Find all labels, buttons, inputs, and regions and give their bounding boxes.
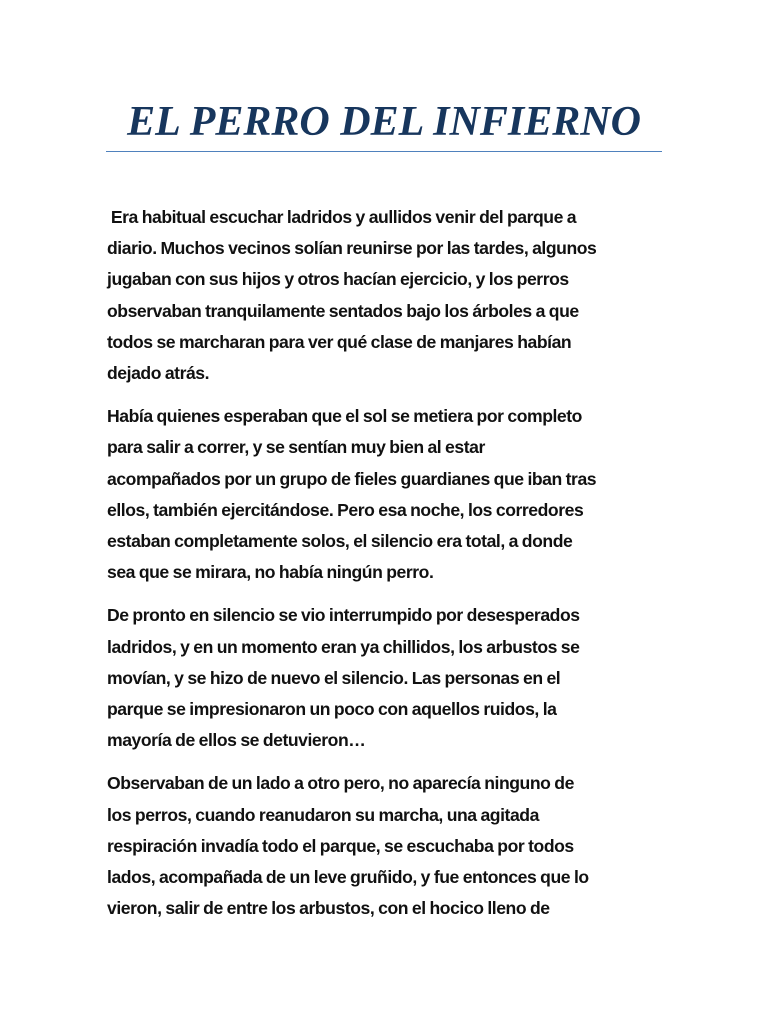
text-line: diario. Muchos vecinos solían reunirse por las tardes, algunos <box>107 238 597 259</box>
text-line: los perros, cuando reanudaron su marcha, una agitada <box>107 804 539 825</box>
text-line: respiración invadía todo el parque, se escuchaba por todos <box>107 835 574 856</box>
text-line: ellos, también ejercitándose. Pero esa noche, los corredores <box>107 499 584 520</box>
text-line: movían, y se hizo de nuevo el silencio. Las personas en el <box>107 667 561 688</box>
paragraph-1 <box>107 202 667 389</box>
text-line: jugaban con sus hijos y otros hacían ejercicio, y los perros <box>107 269 569 290</box>
text-line: Era habitual escuchar ladridos y aullidos venir del parque a <box>107 207 577 227</box>
document-title: EL PERRO DEL INFIERNO <box>127 99 641 145</box>
document-body <box>107 202 667 936</box>
text-line: para salir a correr, y se sentían muy bien al estar <box>107 437 485 458</box>
text-line: estaban completamente solos, el silencio era total, a donde <box>107 531 573 552</box>
text-line: todos se marcharan para ver qué clase de manjares habían <box>107 331 572 352</box>
paragraph-4 <box>107 768 667 924</box>
title-underline <box>106 151 662 152</box>
text-line: sea que se mirara, no había ningún perro. <box>107 562 434 583</box>
text-line: observaban tranquilamente sentados bajo los árboles a que <box>107 300 579 321</box>
text-line: mayoría de ellos se detuvieron… <box>107 730 366 751</box>
text-line: Había quienes esperaban que el sol se metiera por completo <box>107 406 582 427</box>
text-line: De pronto en silencio se vio interrumpido por desesperados <box>107 605 580 626</box>
text-line: parque se impresionaron un poco con aquellos ruidos, la <box>107 699 557 720</box>
text-line: vieron, salir de entre los arbustos, con el hocico lleno de <box>107 898 550 919</box>
text-line: acompañados por un grupo de fieles guardianes que iban tras <box>107 468 597 489</box>
text-line: ladridos, y en un momento eran ya chillidos, los arbustos se <box>107 636 580 657</box>
text-line: dejado atrás. <box>107 363 210 384</box>
text-line: Observaban de un lado a otro pero, no aparecía ninguno de <box>107 773 574 794</box>
paragraph-3 <box>107 600 667 756</box>
paragraph-2 <box>107 401 667 588</box>
text-line: lados, acompañada de un leve gruñido, y fue entonces que lo <box>107 867 589 888</box>
